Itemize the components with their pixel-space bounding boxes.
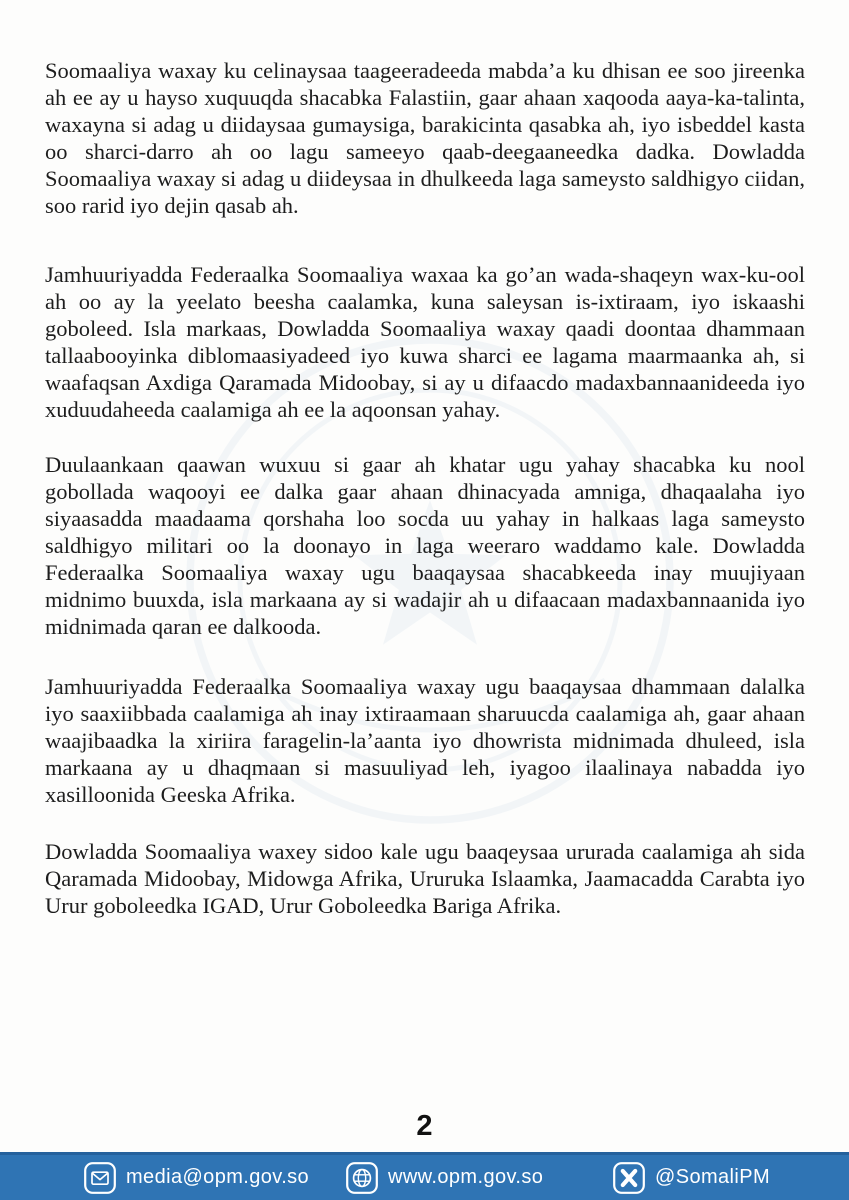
paragraph-2: Jamhuuriyadda Federaalka Soomaaliya waxaa ka go’an wada-shaqeyn wax-ku-ool ah oo ay la yeelato beesha caalamka, kuna saleysan is-ixtiraam, iyo iskaashi goboleed. Isla markaas, Dowladda Soomaaliya waxay qaadi doontaa dhammaan tallaabooyinka diblomaasiyadeed iyo kuwa sharci ee lagama maarmaanka ah, si waafaqsan Axdiga Qaramada Midoobay, si ay u difaacdo madaxbannaanideeda iyo xuduudaheeda caalamiga ah ee la aqoonsan yahay.: [45, 262, 805, 422]
paragraph-1: Soomaaliya waxay ku celinaysaa taageeradeeda mabda’a ku dhisan ee soo jireenka ah ee ay u hayso xuquuqda shacabka Falastiin, gaar ahaan xaqooda aaya-ka-talinta, waxayna si adag u diidaysaa gumaysiga, barakicinta qasabka ah, iyo isbeddel kasta oo sharci-darro ah oo lagu sameeyo qaab-deegaaneedka dadka. Dowladda Soomaaliya waxay si adag u diideysaa in dhulkeeda laga sameysto saldhigyo ciidan, soo rarid iyo dejin qasab ah.: [45, 58, 805, 218]
footer-bar: [0, 1152, 849, 1200]
footer-twitter-link[interactable]: [612, 1161, 770, 1195]
footer-website-label: www.opm.gov.so: [388, 1166, 544, 1188]
footer-twitter-label: @SomaliPM: [655, 1166, 771, 1188]
paragraph-3: Duulaankaan qaawan wuxuu si gaar ah khatar ugu yahay shacabka ku nool gobollada waqooyi ee dalka gaar ahaan dhinacyada amniga, dhaqaalaha iyo siyaasadda maadaama qorshaha loo socda uu yahay in halkaas laga sameysto saldhigyo militari oo la doonayo in laga weeraro waddamo kale. Dowladda Federaalka Soomaaliya waxay ugu baaqaysaa shacabkeeda inay muujiyaan midnimo buuxda, isla markaana ay si wadajir ah u difaacaan madaxbannaanida iyo midnimada qaran ee dalkooda.: [45, 452, 805, 639]
email-icon: [83, 1161, 117, 1195]
footer-email-link[interactable]: [83, 1161, 309, 1195]
x-social-icon: [612, 1161, 646, 1195]
paragraph-4: Jamhuuriyadda Federaalka Soomaaliya waxay ugu baaqaysaa dhammaan dalalka iyo saaxiibbada caalamiga ah inay ixtiraamaan sharuucda caalamiga ah, gaar ahaan waajibaadka la xiriira faragelin-la’aanta iyo dhowrista midnimada dhuleed, isla markaana ay u dhaqmaan si masuuliyad leh, iyagoo ilaalinaya nabadda iyo xasilloonida Geeska Afrika.: [45, 674, 805, 807]
footer-website-link[interactable]: [345, 1161, 543, 1195]
document-body: [45, 57, 805, 919]
paragraph-5: Dowladda Soomaaliya waxey sidoo kale ugu baaqeysaa ururada caalamiga ah sida Qaramada Midoobay, Midowga Afrika, Ururuka Islaamka, Jaamacadda Carabta iyo Urur goboleedka IGAD, Urur Goboleedka Bariga Afrika.: [45, 839, 805, 918]
footer-email-label: media@opm.gov.so: [126, 1166, 310, 1188]
page-number: 2: [416, 1110, 433, 1142]
globe-icon: [345, 1161, 379, 1195]
